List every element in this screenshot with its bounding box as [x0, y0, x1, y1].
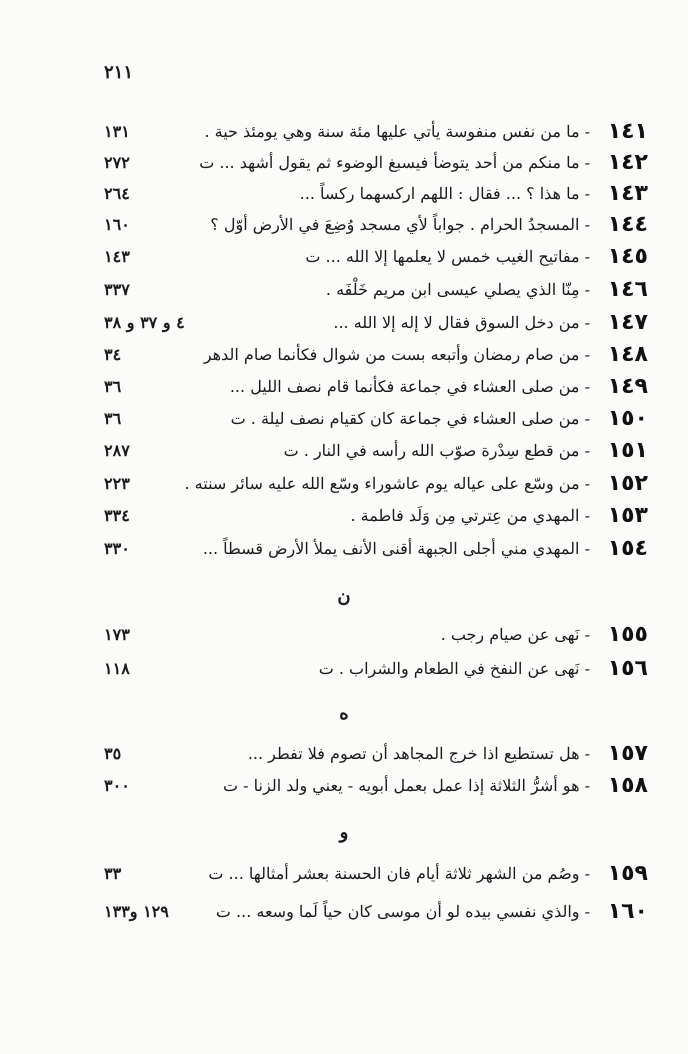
entry-text: - ما هذا ؟ ... فقال : اللهم اركسهما ركساً ... [299, 183, 590, 203]
list-item [100, 655, 648, 681]
entry-number: ١٥٥ [607, 621, 648, 647]
entry-text: - من قطع سِدْرة صوّب الله رأسه في النار . ت [283, 440, 590, 460]
entry-reference: ٢٢٣ [104, 473, 130, 493]
list-item [100, 740, 648, 766]
entry-number: ١٤٩ [607, 373, 648, 399]
list-item [100, 860, 648, 886]
entry-reference: ٣٣ [104, 863, 122, 883]
list-item [100, 373, 648, 399]
entry-number: ١٤١ [607, 118, 648, 144]
list-item [100, 309, 648, 335]
entry-text: - نَهى عن صيام رجب . [440, 624, 590, 644]
list-item [100, 898, 648, 924]
entry-reference: ٣٦ [104, 408, 122, 428]
entry-text: - من وسّع على عياله يوم عاشوراء وسّع الله عليه سائر سنته . [184, 473, 590, 493]
entry-text: - نَهى عن النفخ في الطعام والشراب . ت [318, 658, 590, 678]
entry-number: ١٥٩ [607, 860, 648, 886]
entry-text: - هل تستطيع اذا خرج المجاهد أن تصوم فلا تفطر ... [247, 743, 590, 763]
entry-number: ١٥٨ [607, 772, 648, 798]
entry-text: - والذي نفسي بيده لو أن موسى كان حياً لَما وسعه ... ت [215, 901, 590, 921]
entry-number: ١٥٤ [607, 535, 648, 561]
entry-reference: ٢٨٧ [104, 440, 130, 460]
entry-number: ١٥١ [607, 437, 648, 463]
list-item [100, 211, 648, 237]
entry-text: - المهدي مني أجلى الجبهة أقنى الأنف يملأ الأرض قسطاً ... [202, 538, 590, 558]
list-item [100, 180, 648, 206]
list-item [100, 341, 648, 367]
list-item [100, 149, 648, 175]
entry-number: ١٥٧ [607, 740, 648, 766]
section-letter: ه [339, 703, 349, 724]
list-item [100, 621, 648, 647]
section-letter: ن [337, 586, 351, 607]
entry-reference: ٣٥ [104, 743, 122, 763]
entry-number: ١٦٠ [607, 898, 648, 924]
entry-text: - من دخل السوق فقال لا إله إلا الله ... [333, 312, 590, 332]
entry-text: - ما منكم من أحد يتوضأ فيسبغ الوضوء ثم يقول أشهد ... ت [199, 152, 590, 172]
entry-text: - مفاتيح الغيب خمس لا يعلمها إلا الله ... ت [305, 246, 590, 266]
list-item [100, 118, 648, 144]
entry-reference: ١٢٩ و١٣٣ [104, 901, 169, 921]
entry-reference: ١٤٣ [104, 246, 130, 266]
entry-number: ١٤٥ [607, 243, 648, 269]
entry-reference: ٣٦ [104, 376, 122, 396]
entry-reference: ٣٣٧ [104, 279, 130, 299]
list-item [100, 535, 648, 561]
entry-text: - هو أشرُّ الثلاثة إذا عمل بعمل أبويه - يعني ولد الزنا - ت [223, 775, 590, 795]
entry-text: - وصُم من الشهر ثلاثة أيام فان الحسنة بعشر أمثالها ... ت [208, 863, 590, 883]
entry-reference: ١٧٣ [104, 624, 130, 644]
page-number: ٢١١ [104, 62, 134, 83]
entry-text: - المهدي من عِترتي مِن وَلَد فاطمة . [350, 505, 590, 525]
section-letter: و [339, 822, 349, 843]
entry-reference: ٣٠٠ [104, 775, 130, 795]
entry-reference: ٣٤ [104, 344, 122, 364]
entry-number: ١٤٤ [607, 211, 648, 237]
entry-number: ١٤٣ [607, 180, 648, 206]
entry-text: - من صلى العشاء في جماعة فكأنما قام نصف الليل ... [229, 376, 590, 396]
entry-number: ١٥٢ [607, 470, 648, 496]
entry-number: ١٥٠ [607, 405, 648, 431]
entry-reference: ٤ و ٣٧ و ٣٨ [104, 312, 185, 332]
entry-reference: ٣٣٤ [104, 505, 130, 525]
entry-number: ١٤٦ [607, 276, 648, 302]
list-item [100, 405, 648, 431]
entry-reference: ٣٣٠ [104, 538, 130, 558]
list-item [100, 437, 648, 463]
entry-text: - من صلى العشاء في جماعة كان كقيام نصف ليلة . ت [230, 408, 590, 428]
entry-number: ١٥٦ [607, 655, 648, 681]
list-item [100, 772, 648, 798]
list-item [100, 276, 648, 302]
entry-text: - المسجدُ الحرام . جواباً لأي مسجد وُضِعَ في الأرض أوّل ؟ [210, 214, 590, 234]
entry-reference: ١١٨ [104, 658, 130, 678]
list-item [100, 470, 648, 496]
entry-text: - من صام رمضان وأتبعه بست من شوال فكأنما صام الدهر [203, 344, 590, 364]
entry-text: - مِنّا الذي يصلي عيسى ابن مريم خَلْفَه . [325, 279, 590, 299]
entry-number: ١٤٨ [607, 341, 648, 367]
list-item [100, 502, 648, 528]
entry-text: - ما من نفس منفوسة يأتي عليها مئة سنة وهي يومئذ حية . [204, 121, 590, 141]
list-item [100, 243, 648, 269]
entry-reference: ١٣١ [104, 121, 130, 141]
entry-reference: ١٦٠ [104, 214, 130, 234]
entry-number: ١٤٢ [607, 149, 648, 175]
entry-number: ١٥٣ [607, 502, 648, 528]
entry-number: ١٤٧ [607, 309, 648, 335]
entry-reference: ٢٧٢ [104, 152, 130, 172]
entry-reference: ٢٦٤ [104, 183, 130, 203]
